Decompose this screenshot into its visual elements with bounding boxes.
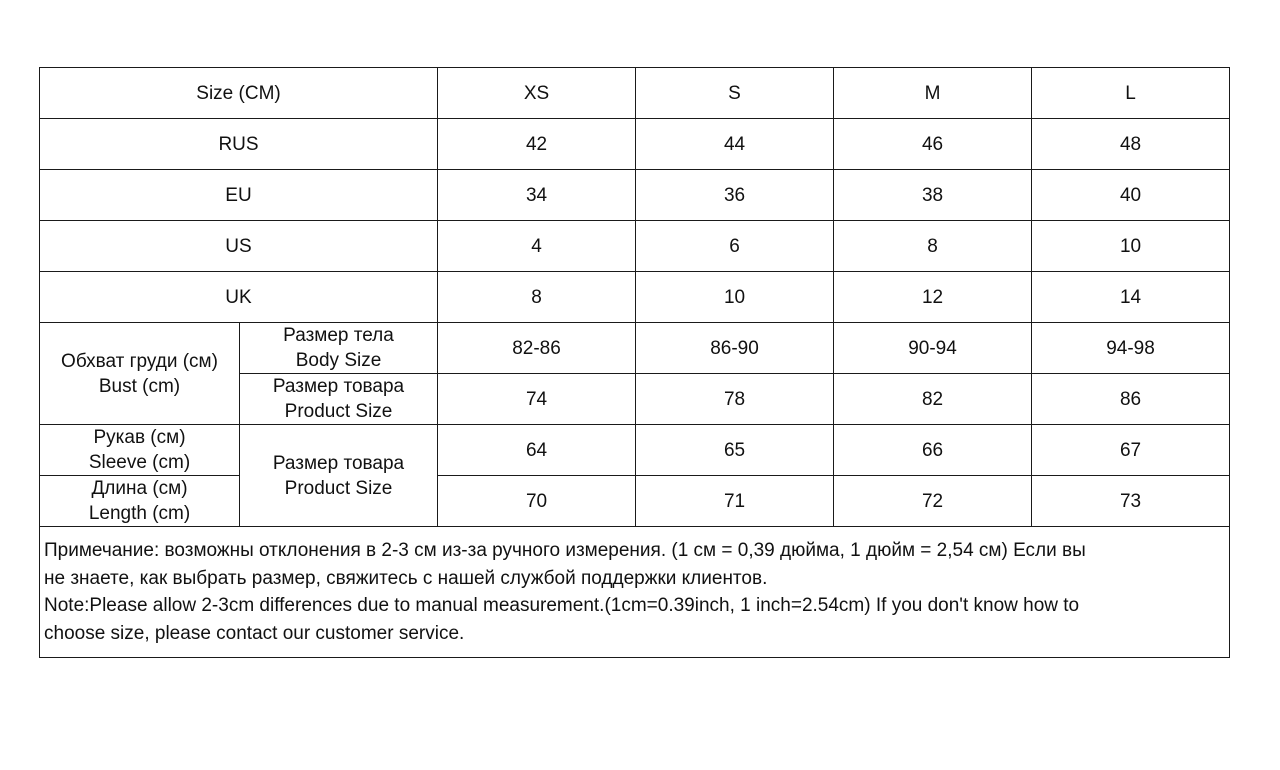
header-row [40, 68, 1230, 119]
body-size-label-ru: Размер тела [283, 325, 394, 346]
table-cell: 67 [1032, 425, 1230, 476]
sleeve-label [40, 425, 240, 476]
table-cell: 73 [1032, 476, 1230, 527]
length-label-en: Length (cm) [88, 503, 191, 524]
table-cell: 64 [438, 425, 636, 476]
body-size-label [240, 323, 438, 374]
table-cell: 40 [1032, 170, 1230, 221]
table-cell: 14 [1032, 272, 1230, 323]
note-ru-line-1: Примечание: возможны отклонения в 2-3 см из-за ручного измерения. (1 см = 0,39 дюйма, 1 дюйм = 2,54 см) Если вы [44, 540, 1086, 561]
table-cell: 94-98 [1032, 323, 1230, 374]
row-label: US [40, 221, 438, 272]
table-cell: 12 [834, 272, 1032, 323]
table-cell: 86 [1032, 374, 1230, 425]
table-cell: 82 [834, 374, 1032, 425]
table-cell: 72 [834, 476, 1032, 527]
row-label: EU [40, 170, 438, 221]
note-row [40, 527, 1230, 658]
product-size-group-ru: Размер товара [272, 452, 405, 474]
table-cell: 6 [636, 221, 834, 272]
table-cell: 78 [636, 374, 834, 425]
sleeve-label-en: Sleeve (cm) [88, 452, 191, 473]
product-size-label [240, 374, 438, 425]
table-cell: 44 [636, 119, 834, 170]
table-cell: 4 [438, 221, 636, 272]
table-row-uk [40, 272, 1230, 323]
table-row-eu [40, 170, 1230, 221]
table-cell: 8 [834, 221, 1032, 272]
table-cell: 82-86 [438, 323, 636, 374]
table-row-rus [40, 119, 1230, 170]
table-cell: 74 [438, 374, 636, 425]
note-en-line-1: Note:Please allow 2-3cm differences due to manual measurement.(1cm=0.39inch, 1 inch=2.54cm) If you don't know how to [44, 595, 1080, 616]
size-m-header: M [834, 68, 1032, 119]
length-label-ru: Длина (см) [91, 478, 188, 499]
table-cell: 66 [834, 425, 1032, 476]
table-row-us [40, 221, 1230, 272]
length-label [40, 476, 240, 527]
table-cell: 48 [1032, 119, 1230, 170]
table-row-sleeve [40, 425, 1230, 476]
table-cell: 34 [438, 170, 636, 221]
product-size-group-en: Product Size [284, 477, 393, 499]
bust-label-ru: Обхват груди (см) [61, 350, 218, 372]
table-cell: 86-90 [636, 323, 834, 374]
size-xs-header: XS [438, 68, 636, 119]
header-label: Size (CM) [40, 68, 438, 119]
table-cell: 8 [438, 272, 636, 323]
table-cell: 70 [438, 476, 636, 527]
table-row-length [40, 476, 1230, 527]
row-label: UK [40, 272, 438, 323]
note-en-line-2: choose size, please contact our customer service. [44, 622, 465, 644]
table-cell: 90-94 [834, 323, 1032, 374]
size-l-header: L [1032, 68, 1230, 119]
note-text [40, 527, 1230, 658]
body-size-label-en: Body Size [295, 350, 382, 371]
table-cell: 42 [438, 119, 636, 170]
table-cell: 36 [636, 170, 834, 221]
table-cell: 46 [834, 119, 1032, 170]
note-ru-line-2: не знаете, как выбрать размер, свяжитесь с нашей службой поддержки клиентов. [44, 567, 768, 589]
size-chart [39, 67, 1229, 658]
table-cell: 10 [1032, 221, 1230, 272]
row-label: RUS [40, 119, 438, 170]
product-size-label-ru: Размер товара [272, 376, 405, 397]
size-s-header: S [636, 68, 834, 119]
table-cell: 71 [636, 476, 834, 527]
table-row-bust-body [40, 323, 1230, 374]
sleeve-label-ru: Рукав (см) [93, 427, 186, 448]
bust-label-en: Bust (cm) [98, 375, 181, 397]
product-size-group-label [240, 425, 438, 527]
table-cell: 38 [834, 170, 1032, 221]
table-cell: 65 [636, 425, 834, 476]
table-cell: 10 [636, 272, 834, 323]
size-table [39, 67, 1230, 658]
product-size-label-en: Product Size [284, 401, 393, 422]
bust-label [40, 323, 240, 425]
